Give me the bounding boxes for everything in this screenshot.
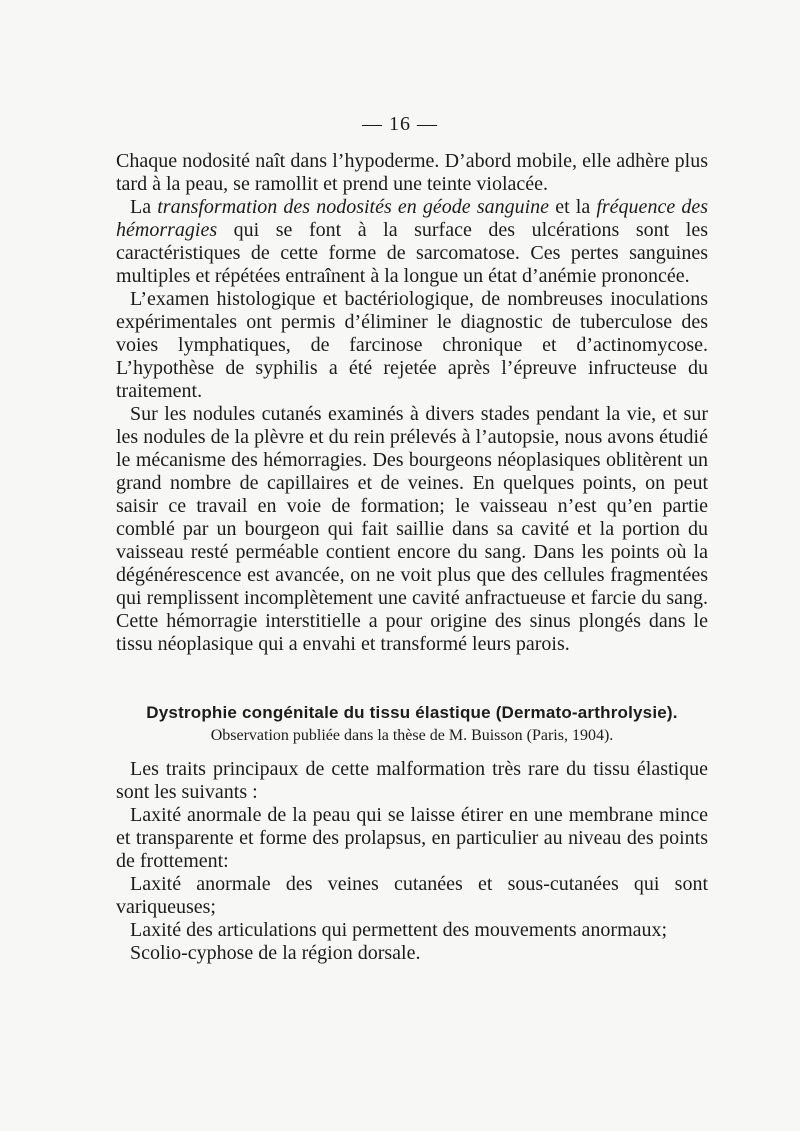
paragraph-2-italic-2: fréquence des hémorragies	[116, 196, 708, 241]
section-title: Dystrophie congénitale du tissu élastique (Dermato-arthrolysie).	[146, 703, 678, 722]
body-text	[116, 150, 708, 656]
section-item: Scolio-cyphose de la région dorsale.	[130, 942, 421, 964]
paragraph-2-italic-1: transformation des nodosités en géode sanguine	[157, 196, 550, 218]
page-number: — 16 —	[362, 113, 438, 135]
section-intro: Les traits principaux de cette malformation très rare du tissu élastique sont les suivants :	[116, 758, 708, 803]
paragraph-1: Chaque nodosité naît dans l’hypoderme. D’abord mobile, elle adhère plus tard à la peau, se ramollit et prend une teinte violacée.	[116, 150, 708, 195]
paragraph-2-mid: et la	[549, 196, 597, 218]
paragraph-4: Sur les nodules cutanés examinés à divers stades pendant la vie, et sur les nodules de la plèvre et du rein prélevés à l’autopsie, nous avons étudié le mécanisme des hémorragies. Des bourgeons néoplasiques oblitèrent un grand nombre de capillaires et de veines. En quelques points, on peut saisir ce travail en voie de formation; le vaisseau n’est qu’en partie comblé par un bourgeon qui fait saillie dans sa cavité et la portion du vaisseau resté perméable contient encore du sang. Dans les points où la dégénérescence est avancée, on ne voit plus que des cellules fragmentées qui remplissent incomplètement une cavité anfractueuse et farcie du sang. Cette hémorragie interstitielle a pour origine des sinus plongés dans le tissu néoplasique qui a envahi et transformé leurs parois.	[116, 403, 708, 655]
section-subtitle: Observation publiée dans la thèse de M. Buisson (Paris, 1904).	[210, 727, 614, 744]
section-item: Laxité anormale des veines cutanées et sous-cutanées qui sont variqueuses;	[116, 873, 708, 918]
paragraph-2-end: qui se font à la surface des ulcérations sont les caractéristiques de cette forme de sarcomatose. Ces pertes sanguines multiples et répétées entraînent à la longue un état d’anémie prononcée.	[116, 219, 708, 287]
paragraph-2	[116, 196, 708, 288]
section-item: Laxité anormale de la peau qui se laisse étirer en une membrane mince et transparente et forme des prolapsus, en particulier au niveau des points de frottement:	[116, 804, 708, 872]
section-heading	[116, 702, 708, 746]
paragraph-3: L’examen histologique et bactériologique, de nombreuses inoculations expérimentales ont permis d’éliminer le diagnostic de tuberculose des voies lymphatiques, de farcinose chronique et d’actinomycose. L’hypothèse de syphilis a été rejetée après l’épreuve infructeuse du traitement.	[116, 288, 708, 402]
section-item: Laxité des articulations qui permettent des mouvements anormaux;	[130, 919, 668, 941]
paragraph-2-start: La	[130, 196, 158, 218]
section-body	[116, 758, 708, 965]
